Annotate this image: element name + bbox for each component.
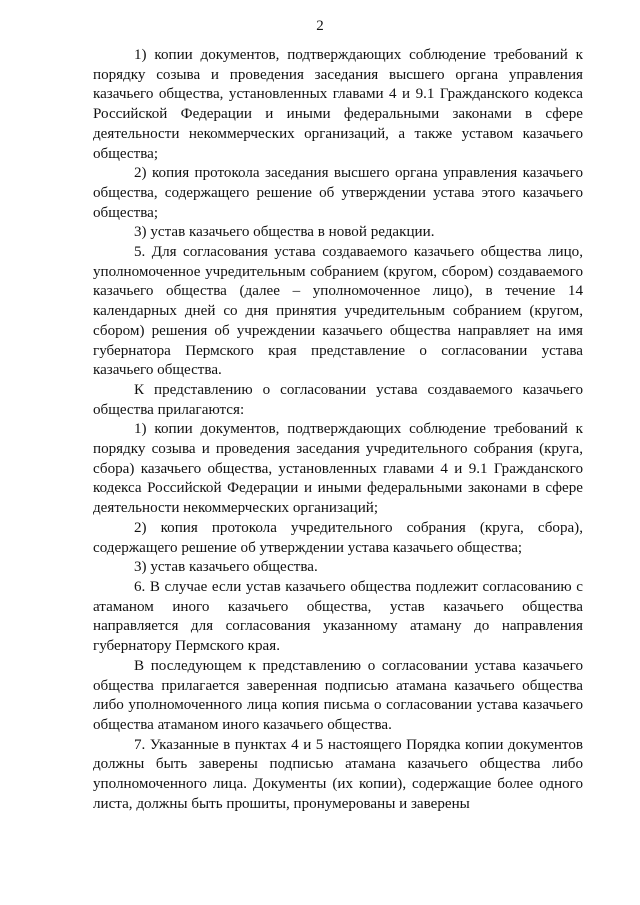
paragraph: К представлению о согласовании устава создаваемого казачьего общества прилагаются: xyxy=(93,381,583,418)
document-body xyxy=(93,46,583,814)
paragraph: 5. Для согласования устава создаваемого казачьего общества лицо, уполномоченное учредительным собранием (кругом, сбором) создаваемого казачьего общества (далее – уполномоченное лицо), в течение 14 календарных дней со дня принятия учредительным собранием (кругом, сбором) решения об учреждении казачьего общества направляет на имя губернатора Пермского края представление о согласовании устава казачьего общества. xyxy=(93,244,583,379)
paragraph: 2) копия протокола учредительного собрания (круга, сбора), содержащего решение об утверждении устава казачьего общества; xyxy=(93,519,583,556)
paragraph: 3) устав казачьего общества в новой редакции. xyxy=(134,224,435,241)
page-number: 2 xyxy=(316,18,324,34)
paragraph: 1) копии документов, подтверждающих соблюдение требований к порядку созыва и проведения заседания высшего органа управления казачьего общества, установленных главами 4 и 9.1 Гражданского кодекса Российской Федерации и иными федеральными законами в сфере деятельности некоммерческих организаций, а также уставом казачьего общества; xyxy=(93,47,583,162)
paragraph: В последующем к представлению о согласовании устава казачьего общества прилагается заверенная подписью атамана казачьего общества либо уполномоченного лица копия письма о согласовании устава казачьего общества атаманом иного казачьего общества. xyxy=(93,657,583,733)
paragraph: 1) копии документов, подтверждающих соблюдение требований к порядку созыва и проведения заседания учредительного собрания (круга, сбора) казачьего общества, установленных главами 4 и 9.1 Гражданского кодекса Российской Федерации и иными федеральными законами в сфере деятельности некоммерческих организаций; xyxy=(93,421,583,517)
paragraph: 7. Указанные в пунктах 4 и 5 настоящего Порядка копии документов должны быть заверены подписью атамана казачьего общества либо уполномоченного лица. Документы (их копии), содержащие более одного листа, должны быть прошиты, пронумерованы и заверены xyxy=(93,736,583,812)
paragraph: 2) копия протокола заседания высшего органа управления казачьего общества, содержащего решение об утверждении устава этого казачьего общества; xyxy=(93,165,583,221)
paragraph: 6. В случае если устав казачьего общества подлежит согласованию с атаманом иного казачьего общества, устав казачьего общества направляется для согласования указанному атаману до направления губернатору Пермского края. xyxy=(93,578,583,655)
paragraph: 3) устав казачьего общества. xyxy=(134,559,318,576)
